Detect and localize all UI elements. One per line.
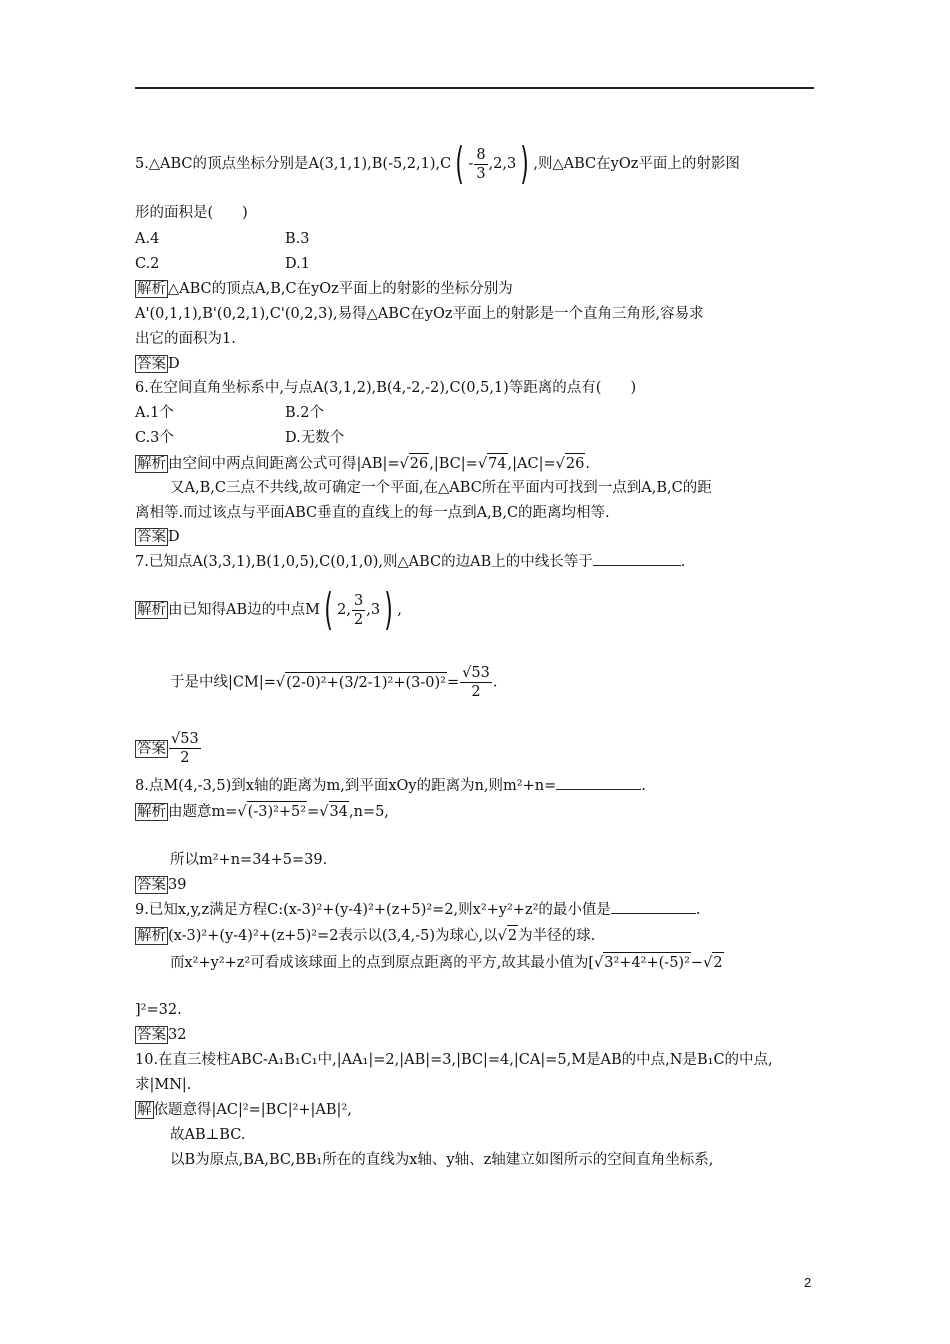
analysis-tag: 解析: [137, 602, 166, 618]
q9-analysis-3: ]²=32.: [135, 1002, 182, 1018]
analysis-tag: 解析: [137, 928, 166, 944]
answer-tag: 答案: [137, 529, 166, 545]
q7-answer: [135, 730, 202, 767]
q8-analysis: 解析 由题意m=√(-3)²+5²=√34,n=5,: [135, 801, 389, 822]
q6-option-d: D.无数个: [285, 430, 345, 446]
answer-tag: 答案: [137, 1027, 166, 1043]
q7-analysis: 解析 由已知得AB边的中点M( 2, $\frac{3}{2}$ ,3) ,: [137, 584, 402, 635]
q9-answer: 答案 32: [137, 1027, 187, 1043]
q6-answer: 答案 D: [137, 529, 180, 545]
answer-blank: [556, 788, 641, 790]
q6-option-a: A.1个: [135, 405, 174, 421]
q10-solution-2: 故AB⊥BC.: [170, 1127, 246, 1143]
q5-option-a: A.4: [135, 231, 160, 247]
answer-tag: 答案: [137, 740, 166, 757]
solution-tag: 解: [137, 1102, 152, 1118]
q5-stem-cont: 形的面积是( ): [135, 205, 248, 221]
q6-option-c: C.3个: [135, 430, 174, 446]
q5-answer: 答案 D: [137, 356, 180, 372]
q6-analysis-2: 又A,B,C三点不共线,故可确定一个平面,在△ABC所在平面内可找到一点到A,B,C的距: [170, 480, 712, 496]
answer-blank: [593, 564, 681, 566]
q10-stem: 10.在直三棱柱ABC-A₁B₁C₁中,|AA₁|=2,|AB|=3,|BC|=4,|CA|=5,M是AB的中点,N是B₁C的中点,: [135, 1052, 773, 1068]
q10-solution: 解 依题意得|AC|²=|BC|²+|AB|²,: [137, 1102, 352, 1118]
answer-tag: 答案: [137, 877, 166, 893]
q5-option-d: D.1: [285, 256, 310, 272]
q8-answer: 答案 39: [137, 877, 187, 893]
q6-analysis: 解析 由空间中两点间距离公式可得|AB|=√26,|BC|=√74,|AC|=√26.: [135, 453, 590, 474]
fraction: $\frac{3}{2}$: [354, 592, 364, 628]
analysis-tag: 解析: [137, 456, 166, 472]
q9-analysis: 解析 (x-3)²+(y-4)²+(z+5)²=2表示以(3,4,-5)为球心,以√2为半径的球.: [135, 925, 595, 946]
q7-analysis-2: 于是中线|CM|=√(2-0)²+(3/2-1)²+(3-0)²= $\frac{√53}{2}$ .: [170, 665, 498, 700]
q5-stem: 5.△ABC的顶点坐标分别是A(3,1,1),B(-5,2,1),C( - $\frac{8}{3}$ ,2,3) ,则△ABC在yOz平面上的射影图: [135, 138, 740, 189]
answer-tag: 答案: [137, 356, 166, 372]
q5-analysis-3: 出它的面积为1.: [135, 331, 236, 347]
q5-option-c: C.2: [135, 256, 160, 272]
q6-analysis-3: 离相等.而过该点与平面ABC垂直的直线上的每一点到A,B,C的距离均相等.: [135, 505, 610, 521]
q10-solution-3: 以B为原点,BA,BC,BB₁所在的直线为x轴、y轴、z轴建立如图所示的空间直角坐标系,: [170, 1152, 714, 1168]
q10-stem-cont: 求|MN|.: [135, 1077, 192, 1093]
page-number: 2: [804, 1275, 812, 1290]
q9-stem: 9.已知x,y,z满足方程C:(x-3)²+(y-4)²+(z+5)²=2,则x²+y²+z²的最小值是 .: [135, 902, 701, 918]
q5-analysis-2: A'(0,1,1),B'(0,2,1),C'(0,2,3),易得△ABC在yOz平面上的射影是一个直角三角形,容易求: [135, 306, 704, 322]
q7-stem: 7.已知点A(3,3,1),B(1,0,5),C(0,1,0),则△ABC的边AB上的中线长等于 .: [135, 554, 686, 570]
q8-stem: 8.点M(4,-3,5)到x轴的距离为m,到平面xOy的距离为n,则m²+n= .: [135, 778, 646, 794]
fraction: $\frac{√53}{2}$: [462, 665, 490, 700]
analysis-tag: 解析: [137, 281, 166, 297]
q9-analysis-2: 而x²+y²+z²可看成该球面上的点到原点距离的平方,故其最小值为[√3²+4²+(-5)²−√2: [170, 952, 724, 973]
q6-stem: 6.在空间直角坐标系中,与点A(3,1,2),B(4,-2,-2),C(0,5,1)等距离的点有( ): [135, 380, 637, 396]
header-rule: [135, 87, 814, 89]
answer-blank: [611, 912, 696, 914]
fraction: $\frac{8}{3}$: [476, 146, 486, 182]
fraction: $\frac{√53}{2}$: [171, 731, 199, 766]
q8-analysis-2: 所以m²+n=34+5=39.: [170, 852, 328, 868]
q5-analysis: 解析 △ABC的顶点A,B,C在yOz平面上的射影的坐标分别为: [137, 281, 513, 297]
q5-option-b: B.3: [285, 231, 310, 247]
q6-option-b: B.2个: [285, 405, 324, 421]
analysis-tag: 解析: [137, 804, 166, 820]
